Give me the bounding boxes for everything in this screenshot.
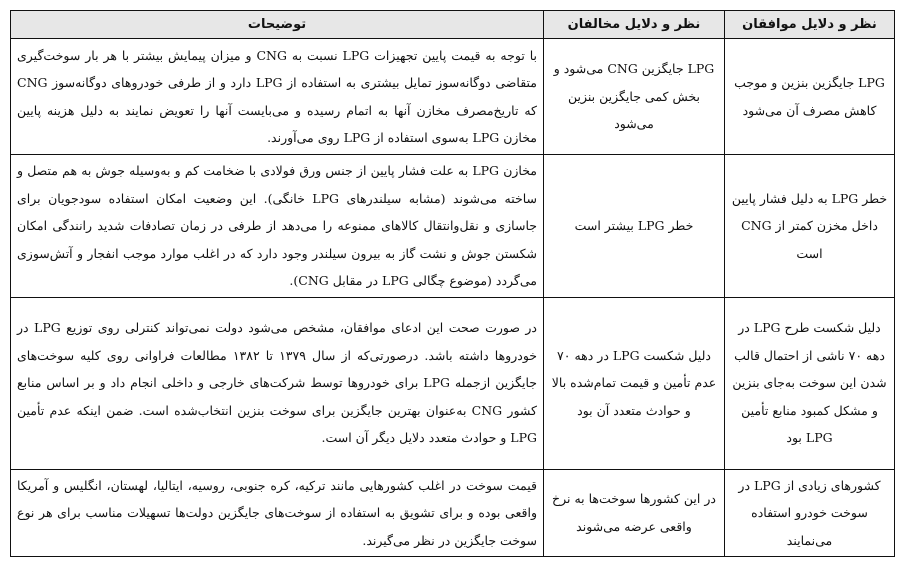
cell-proponents: LPG جایگزین بنزین و موجب کاهش مصرف آن می‌شود bbox=[725, 39, 895, 155]
cell-proponents: کشورهای زیادی از LPG در سوخت خودرو استفاده می‌نمایند bbox=[725, 469, 895, 557]
header-opponents: نظر و دلایل مخالفان bbox=[544, 11, 725, 39]
table-row bbox=[11, 297, 895, 469]
cell-explanation: قیمت سوخت در اغلب کشورهایی مانند ترکیه، کره جنوبی، روسیه، ایتالیا، لهستان، انگلیس و آمریکا واقعی بوده و برای تشویق به استفاده از سوخت‌های جایگزین دولت‌ها تسهیلات مناسب برای هر نوع سوخت جایگزین در نظر می‌گیرند. bbox=[11, 469, 544, 557]
cell-explanation: با توجه به قیمت پایین تجهیزات LPG نسبت به CNG و میزان پیمایش بیشتر با هر بار سوخت‌گیری متقاضی دوگانه‌سوز تمایل بیشتری به استفاده از LPG دارد و از طرفی خودروهای دوگانه‌سوز CNG که تاریخ‌مصرف مخازن آنها به اتمام رسیده و می‌بایست آنها را تعویض نمایند به دلیل هزینه پایین مخازن LPG به‌سوی استفاده از LPG روی می‌آورند. bbox=[11, 39, 544, 155]
lpg-cng-comparison-table-container bbox=[10, 10, 894, 557]
cell-proponents: دلیل شکست طرح LPG در دهه ۷۰ ناشی از احتمال قالب شدن این سوخت به‌جای بنزین و مشکل کمبود منابع تأمین LPG بود bbox=[725, 297, 895, 469]
cell-opponents: دلیل شکست LPG در دهه ۷۰ عدم تأمین و قیمت تمام‌شده بالا و حوادث متعدد آن بود bbox=[544, 297, 725, 469]
cell-explanation: مخازن LPG به علت فشار پایین از جنس ورق فولادی با ضخامت کم و به‌وسیله جوش به هم متصل و ساخته می‌شوند (مشابه سیلندرهای LPG خانگی). این وضعیت امکان استفاده سودجویان برای جاسازی و نقل‌وانتقال کالاهای ممنوعه را می‌دهد از طرفی در زمان تصادفات شدید رانندگی امکان شکستن جوش و نشت گاز به بیرون سیلندر وجود دارد که در اغلب موارد موجب انفجار و آتش‌سوزی می‌گردد (موضوع چگالی LPG در مقابل CNG). bbox=[11, 155, 544, 298]
cell-proponents: خطر LPG به دلیل فشار پایین داخل مخزن کمتر از CNG است bbox=[725, 155, 895, 298]
table-row bbox=[11, 155, 895, 298]
table-header-row bbox=[11, 11, 895, 39]
lpg-cng-comparison-table bbox=[10, 10, 895, 557]
cell-explanation: در صورت صحت این ادعای موافقان، مشخص می‌شود دولت نمی‌تواند کنترلی روی توزیع LPG در خودروها داشته باشد. درصورتی‌که از سال ۱۳۷۹ تا ۱۳۸۲ مطالعات فراوانی روی کلیه سوخت‌های جایگزین ازجمله LPG برای خودروها توسط شرکت‌های خارجی و داخلی انجام داد و بر اساس منابع کشور CNG به‌عنوان بهترین جایگزین برای سوخت بنزین انتخاب‌شده است. ضمن اینکه عدم تأمین LPG و حوادث متعدد دلایل دیگر آن است. bbox=[11, 297, 544, 469]
cell-opponents: خطر LPG بیشتر است bbox=[544, 155, 725, 298]
table-row bbox=[11, 469, 895, 557]
header-proponents: نظر و دلایل موافقان bbox=[725, 11, 895, 39]
table-row bbox=[11, 39, 895, 155]
header-explanation: توضیحات bbox=[11, 11, 544, 39]
cell-opponents: در این کشورها سوخت‌ها به نرخ واقعی عرضه می‌شوند bbox=[544, 469, 725, 557]
cell-opponents: LPG جایگزین CNG می‌شود و بخش کمی جایگزین بنزین می‌شود bbox=[544, 39, 725, 155]
